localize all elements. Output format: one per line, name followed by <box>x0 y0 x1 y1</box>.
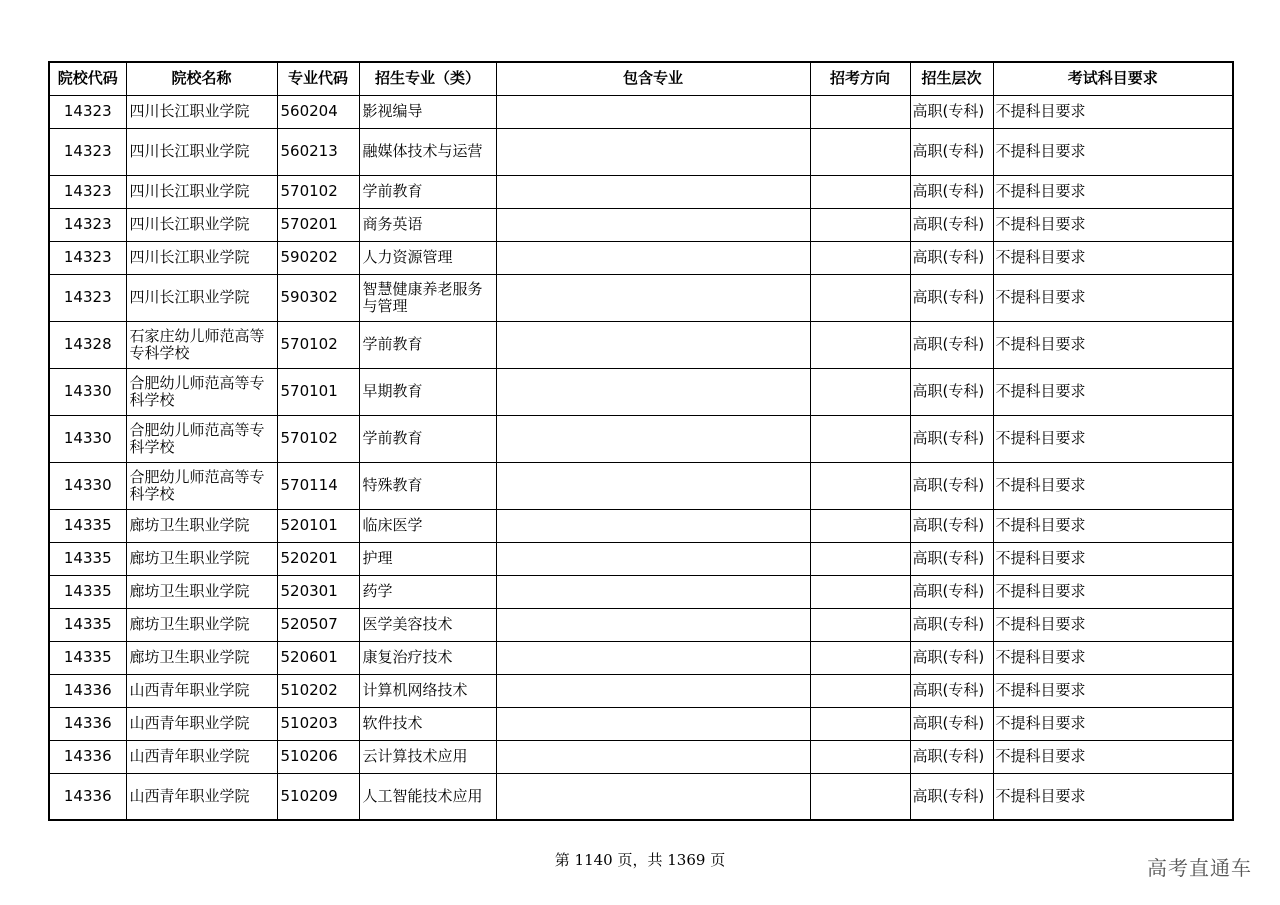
cell-major-code: 520507 <box>277 608 359 641</box>
cell-requirement: 不提科目要求 <box>993 274 1233 321</box>
cell-included-majors <box>496 707 810 740</box>
cell-included-majors <box>496 368 810 415</box>
cell-major: 智慧健康养老服务与管理 <box>359 274 496 321</box>
cell-direction <box>810 575 910 608</box>
cell-level: 高职(专科) <box>910 575 993 608</box>
cell-direction <box>810 415 910 462</box>
table-header-row <box>49 62 1233 95</box>
cell-level: 高职(专科) <box>910 707 993 740</box>
table-row <box>49 415 1233 462</box>
cell-major: 云计算技术应用 <box>359 740 496 773</box>
cell-major-code: 590302 <box>277 274 359 321</box>
cell-major-code: 590202 <box>277 241 359 274</box>
cell-major: 早期教育 <box>359 368 496 415</box>
cell-requirement: 不提科目要求 <box>993 128 1233 175</box>
cell-major-code: 510203 <box>277 707 359 740</box>
cell-major-code: 570102 <box>277 415 359 462</box>
table-row <box>49 95 1233 128</box>
cell-included-majors <box>496 462 810 509</box>
cell-major: 影视编导 <box>359 95 496 128</box>
cell-school-name: 廊坊卫生职业学院 <box>126 608 277 641</box>
cell-direction <box>810 128 910 175</box>
cell-school-code: 14323 <box>49 95 126 128</box>
cell-school-name: 廊坊卫生职业学院 <box>126 542 277 575</box>
cell-included-majors <box>496 740 810 773</box>
cell-level: 高职(专科) <box>910 368 993 415</box>
cell-school-name: 廊坊卫生职业学院 <box>126 509 277 542</box>
table-row <box>49 542 1233 575</box>
cell-included-majors <box>496 175 810 208</box>
cell-direction <box>810 740 910 773</box>
cell-major-code: 560204 <box>277 95 359 128</box>
cell-requirement: 不提科目要求 <box>993 462 1233 509</box>
table-row <box>49 740 1233 773</box>
cell-included-majors <box>496 274 810 321</box>
cell-school-code: 14335 <box>49 509 126 542</box>
cell-direction <box>810 208 910 241</box>
cell-included-majors <box>496 509 810 542</box>
cell-level: 高职(专科) <box>910 208 993 241</box>
cell-level: 高职(专科) <box>910 542 993 575</box>
cell-direction <box>810 641 910 674</box>
cell-included-majors <box>496 542 810 575</box>
table-row <box>49 509 1233 542</box>
cell-major-code: 520601 <box>277 641 359 674</box>
cell-major-code: 570114 <box>277 462 359 509</box>
cell-level: 高职(专科) <box>910 608 993 641</box>
cell-direction <box>810 321 910 368</box>
cell-major: 融媒体技术与运营 <box>359 128 496 175</box>
cell-school-code: 14323 <box>49 241 126 274</box>
cell-requirement: 不提科目要求 <box>993 773 1233 820</box>
cell-school-code: 14328 <box>49 321 126 368</box>
table-row <box>49 641 1233 674</box>
cell-school-name: 四川长江职业学院 <box>126 128 277 175</box>
cell-direction <box>810 368 910 415</box>
cell-direction <box>810 462 910 509</box>
page-number: 第 1140 页，共 1369 页 <box>554 851 726 869</box>
cell-requirement: 不提科目要求 <box>993 608 1233 641</box>
cell-level: 高职(专科) <box>910 415 993 462</box>
cell-major-code: 520301 <box>277 575 359 608</box>
cell-major-code: 520101 <box>277 509 359 542</box>
cell-major-code: 570201 <box>277 208 359 241</box>
cell-school-code: 14335 <box>49 542 126 575</box>
cell-included-majors <box>496 415 810 462</box>
cell-school-name: 石家庄幼儿师范高等专科学校 <box>126 321 277 368</box>
cell-level: 高职(专科) <box>910 509 993 542</box>
table-body <box>49 95 1233 820</box>
cell-major: 软件技术 <box>359 707 496 740</box>
cell-requirement: 不提科目要求 <box>993 321 1233 368</box>
cell-requirement: 不提科目要求 <box>993 707 1233 740</box>
cell-requirement: 不提科目要求 <box>993 674 1233 707</box>
cell-requirement: 不提科目要求 <box>993 542 1233 575</box>
table-row <box>49 462 1233 509</box>
cell-direction <box>810 241 910 274</box>
cell-level: 高职(专科) <box>910 740 993 773</box>
cell-direction <box>810 773 910 820</box>
watermark: 高考直通车 <box>1147 856 1252 880</box>
cell-school-code: 14330 <box>49 368 126 415</box>
cell-school-code: 14335 <box>49 608 126 641</box>
cell-included-majors <box>496 773 810 820</box>
cell-major: 临床医学 <box>359 509 496 542</box>
header-level: 招生层次 <box>910 62 993 95</box>
cell-included-majors <box>496 608 810 641</box>
table-row <box>49 368 1233 415</box>
cell-school-name: 四川长江职业学院 <box>126 175 277 208</box>
header-requirement: 考试科目要求 <box>993 62 1233 95</box>
cell-direction <box>810 707 910 740</box>
cell-level: 高职(专科) <box>910 674 993 707</box>
header-major-code: 专业代码 <box>277 62 359 95</box>
cell-level: 高职(专科) <box>910 95 993 128</box>
cell-requirement: 不提科目要求 <box>993 208 1233 241</box>
table-row <box>49 208 1233 241</box>
cell-level: 高职(专科) <box>910 241 993 274</box>
cell-school-code: 14336 <box>49 707 126 740</box>
table-row <box>49 674 1233 707</box>
cell-major-code: 560213 <box>277 128 359 175</box>
cell-major-code: 520201 <box>277 542 359 575</box>
cell-requirement: 不提科目要求 <box>993 368 1233 415</box>
cell-major-code: 570101 <box>277 368 359 415</box>
table-row <box>49 707 1233 740</box>
cell-school-name: 合肥幼儿师范高等专科学校 <box>126 462 277 509</box>
cell-level: 高职(专科) <box>910 641 993 674</box>
cell-major: 药学 <box>359 575 496 608</box>
cell-major-code: 510202 <box>277 674 359 707</box>
header-major: 招生专业（类） <box>359 62 496 95</box>
table-row <box>49 175 1233 208</box>
cell-included-majors <box>496 128 810 175</box>
cell-included-majors <box>496 208 810 241</box>
table-row <box>49 274 1233 321</box>
cell-included-majors <box>496 95 810 128</box>
cell-major: 学前教育 <box>359 175 496 208</box>
cell-requirement: 不提科目要求 <box>993 575 1233 608</box>
cell-school-name: 四川长江职业学院 <box>126 274 277 321</box>
cell-included-majors <box>496 674 810 707</box>
cell-school-code: 14336 <box>49 773 126 820</box>
cell-requirement: 不提科目要求 <box>993 641 1233 674</box>
cell-school-name: 山西青年职业学院 <box>126 740 277 773</box>
cell-school-code: 14336 <box>49 674 126 707</box>
cell-school-code: 14335 <box>49 641 126 674</box>
cell-major: 护理 <box>359 542 496 575</box>
cell-school-name: 山西青年职业学院 <box>126 773 277 820</box>
cell-school-name: 四川长江职业学院 <box>126 241 277 274</box>
cell-school-code: 14335 <box>49 575 126 608</box>
cell-major: 人工智能技术应用 <box>359 773 496 820</box>
cell-level: 高职(专科) <box>910 128 993 175</box>
cell-requirement: 不提科目要求 <box>993 509 1233 542</box>
cell-major-code: 510209 <box>277 773 359 820</box>
cell-school-name: 山西青年职业学院 <box>126 674 277 707</box>
cell-school-code: 14323 <box>49 175 126 208</box>
cell-major-code: 570102 <box>277 175 359 208</box>
cell-major-code: 570102 <box>277 321 359 368</box>
header-direction: 招考方向 <box>810 62 910 95</box>
cell-major: 商务英语 <box>359 208 496 241</box>
cell-direction <box>810 95 910 128</box>
cell-school-code: 14330 <box>49 415 126 462</box>
cell-included-majors <box>496 241 810 274</box>
cell-major: 康复治疗技术 <box>359 641 496 674</box>
table-row <box>49 241 1233 274</box>
cell-requirement: 不提科目要求 <box>993 241 1233 274</box>
cell-direction <box>810 274 910 321</box>
cell-school-name: 廊坊卫生职业学院 <box>126 575 277 608</box>
cell-requirement: 不提科目要求 <box>993 175 1233 208</box>
cell-school-code: 14336 <box>49 740 126 773</box>
cell-school-name: 四川长江职业学院 <box>126 208 277 241</box>
cell-school-code: 14323 <box>49 208 126 241</box>
table-row <box>49 321 1233 368</box>
cell-direction <box>810 674 910 707</box>
cell-school-name: 四川长江职业学院 <box>126 95 277 128</box>
cell-major: 计算机网络技术 <box>359 674 496 707</box>
cell-level: 高职(专科) <box>910 773 993 820</box>
cell-major-code: 510206 <box>277 740 359 773</box>
cell-school-code: 14330 <box>49 462 126 509</box>
cell-requirement: 不提科目要求 <box>993 95 1233 128</box>
cell-major: 学前教育 <box>359 321 496 368</box>
table-row <box>49 128 1233 175</box>
admission-table <box>48 61 1234 821</box>
cell-school-name: 山西青年职业学院 <box>126 707 277 740</box>
table-row <box>49 773 1233 820</box>
cell-school-code: 14323 <box>49 274 126 321</box>
table-row <box>49 575 1233 608</box>
cell-level: 高职(专科) <box>910 321 993 368</box>
cell-included-majors <box>496 321 810 368</box>
cell-major: 学前教育 <box>359 415 496 462</box>
cell-level: 高职(专科) <box>910 175 993 208</box>
cell-level: 高职(专科) <box>910 462 993 509</box>
cell-major: 特殊教育 <box>359 462 496 509</box>
cell-school-name: 合肥幼儿师范高等专科学校 <box>126 415 277 462</box>
cell-major: 医学美容技术 <box>359 608 496 641</box>
cell-direction <box>810 542 910 575</box>
header-school-name: 院校名称 <box>126 62 277 95</box>
table-row <box>49 608 1233 641</box>
cell-direction <box>810 509 910 542</box>
cell-school-name: 廊坊卫生职业学院 <box>126 641 277 674</box>
cell-major: 人力资源管理 <box>359 241 496 274</box>
cell-included-majors <box>496 641 810 674</box>
cell-school-name: 合肥幼儿师范高等专科学校 <box>126 368 277 415</box>
cell-direction <box>810 175 910 208</box>
cell-requirement: 不提科目要求 <box>993 740 1233 773</box>
header-included-majors: 包含专业 <box>496 62 810 95</box>
cell-school-code: 14323 <box>49 128 126 175</box>
cell-requirement: 不提科目要求 <box>993 415 1233 462</box>
cell-direction <box>810 608 910 641</box>
cell-included-majors <box>496 575 810 608</box>
header-school-code: 院校代码 <box>49 62 126 95</box>
cell-level: 高职(专科) <box>910 274 993 321</box>
